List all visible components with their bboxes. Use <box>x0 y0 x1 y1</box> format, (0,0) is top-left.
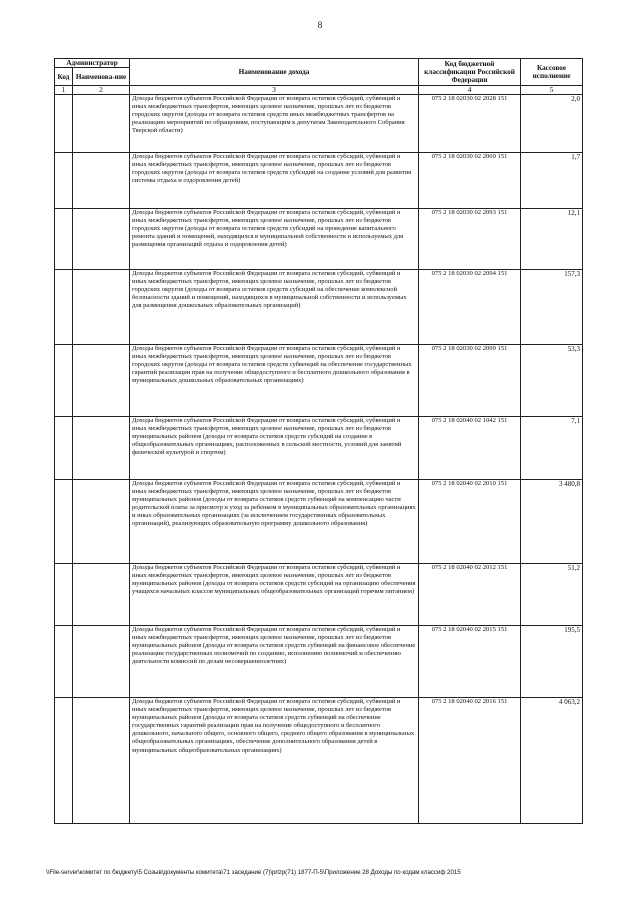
admin-name-cell <box>73 209 130 270</box>
column-number: 5 <box>521 86 583 95</box>
admin-name-cell <box>73 345 130 417</box>
income-description: Доходы бюджетов субъектов Российской Федерации от возврата остатков субсидий, субвенций и иных межбюджетных трансфертов, имеющих целевое назначение, прошлых лет из бюджетов городских округов (доходы от возврата остатков средств субсидий на обеспечение комплексной безопасности зданий и помещений, находящихся в муниципальной собственности и используемых для размещения дошкольных образовательных организаций) <box>130 270 419 345</box>
income-description: Доходы бюджетов субъектов Российской Федерации от возврата остатков субсидий, субвенций и иных межбюджетных трансфертов, имеющих целевое назначение, прошлых лет из бюджетов городских округов (доходы от возврата остатков средств субсидий на проведение капитального ремонта зданий и помещений, находящихся в муниципальной собственности и используемых для размещения организаций отдыха и оздоровления детей) <box>130 209 419 270</box>
admin-code-cell <box>55 626 73 698</box>
admin-name-cell <box>73 153 130 209</box>
admin-code-cell <box>55 270 73 345</box>
admin-code-cell <box>55 95 73 153</box>
income-description: Доходы бюджетов субъектов Российской Федерации от возврата остатков субсидий, субвенций и иных межбюджетных трансфертов, имеющих целевое назначение, прошлых лет из бюджетов муниципальных районов (доходы от возврата остатков средств субсидий на создание в общеобразовательных организациях, расположенных в сельской местности, условий для занятий физической культурой и спортом) <box>130 417 419 480</box>
budget-code: 075 2 18 02040 02 1042 151 <box>419 417 521 480</box>
budget-code: 075 2 18 02040 02 2016 151 <box>419 698 521 824</box>
header-kod: Код <box>55 68 73 86</box>
admin-code-cell <box>55 345 73 417</box>
admin-name-cell <box>73 270 130 345</box>
table-row <box>55 153 583 209</box>
income-description: Доходы бюджетов субъектов Российской Федерации от возврата остатков субсидий, субвенций и иных межбюджетных трансфертов, имеющих целевое назначение, прошлых лет из бюджетов муниципальных районов (доходы от возврата остатков средств субсидий на организацию обеспечения учащихся начальных классов муниципальных общеобразовательных организаций горячим питанием) <box>130 564 419 626</box>
header-budget-code: Код бюджетной классификации Российской Федерации <box>419 59 521 86</box>
amount: 157,3 <box>521 270 583 345</box>
admin-code-cell <box>55 480 73 564</box>
table-row <box>55 417 583 480</box>
admin-code-cell <box>55 153 73 209</box>
header-naimenovanie: Наименова-ние <box>73 68 130 86</box>
income-description: Доходы бюджетов субъектов Российской Федерации от возврата остатков субсидий, субвенций и иных межбюджетных трансфертов, имеющих целевое назначение, прошлых лет из бюджетов муниципальных районов (доходы от возврата остатков средств субвенций на обеспечение государственных гарантий реализации прав на получение общедоступного и бесплатного дошкольного, начального общего, основного общего, среднего общего образования в муниципальных общеобразовательных организациях, обеспечение дополнительного образования детей в муниципальных общеобразовательных организациях) <box>130 698 419 824</box>
amount: 12,1 <box>521 209 583 270</box>
amount: 1,7 <box>521 153 583 209</box>
page-number: 8 <box>317 20 323 30</box>
admin-code-cell <box>55 698 73 824</box>
table-row <box>55 209 583 270</box>
amount: 51,2 <box>521 564 583 626</box>
budget-code: 075 2 18 02030 02 2069 151 <box>419 153 521 209</box>
amount: 3 480,8 <box>521 480 583 564</box>
column-number: 4 <box>419 86 521 95</box>
income-description: Доходы бюджетов субъектов Российской Федерации от возврата остатков субсидий, субвенций и иных межбюджетных трансфертов, имеющих целевое назначение, прошлых лет из бюджетов муниципальных районов (доходы от возврата остатков средств субвенций на финансовое обеспечение реализации государственных полномочий по созданию, исполнению полномочий и обеспечению деятельности комиссий по делам несовершеннолетних) <box>130 626 419 698</box>
income-table <box>54 58 583 824</box>
admin-name-cell <box>73 417 130 480</box>
amount: 7,1 <box>521 417 583 480</box>
header-cash-execution: Кассовое исполнение <box>521 59 583 86</box>
amount: 195,5 <box>521 626 583 698</box>
budget-code: 075 2 18 02030 02 2093 151 <box>419 209 521 270</box>
budget-code: 075 2 18 02040 02 2010 151 <box>419 480 521 564</box>
table-row <box>55 480 583 564</box>
table-row <box>55 345 583 417</box>
admin-name-cell <box>73 698 130 824</box>
admin-name-cell <box>73 626 130 698</box>
table-row <box>55 698 583 824</box>
footer-file-path: \\File-server\комитет по бюджету\5 Созыв\документы комитета\71 заседание (7)\prlzp(71) 1877-П-5\Приложение 28 Доходы по кодам классиф 2015 <box>46 869 461 876</box>
admin-name-cell <box>73 564 130 626</box>
admin-code-cell <box>55 417 73 480</box>
admin-code-cell <box>55 209 73 270</box>
budget-code: 075 2 18 02030 02 2099 151 <box>419 345 521 417</box>
admin-name-cell <box>73 480 130 564</box>
budget-code: 075 2 18 02030 02 2094 151 <box>419 270 521 345</box>
budget-code: 075 2 18 02030 02 2028 151 <box>419 95 521 153</box>
header-income-name: Наименование дохода <box>130 59 419 86</box>
budget-code: 075 2 18 02040 02 2012 151 <box>419 564 521 626</box>
budget-code: 075 2 18 02040 02 2015 151 <box>419 626 521 698</box>
header-administrator: Администратор <box>55 59 130 68</box>
income-description: Доходы бюджетов субъектов Российской Федерации от возврата остатков субсидий, субвенций и иных межбюджетных трансфертов, имеющих целевое назначение, прошлых лет из бюджетов городских округов (доходы от возврата остатков средств субвенций на обеспечение государственных гарантий реализации прав на получение общедоступного и бесплатного дошкольного образования в муниципальных дошкольных образовательных организациях) <box>130 345 419 417</box>
column-number: 3 <box>130 86 419 95</box>
amount: 53,3 <box>521 345 583 417</box>
income-description: Доходы бюджетов субъектов Российской Федерации от возврата остатков субсидий, субвенций и иных межбюджетных трансфертов, имеющих целевое назначение, прошлых лет из бюджетов городских округов (доходы от возврата остатков средств субсидий на создание условий для развития системы отдыха и оздоровления детей) <box>130 153 419 209</box>
table-row <box>55 626 583 698</box>
income-description: Доходы бюджетов субъектов Российской Федерации от возврата остатков субсидий, субвенций и иных межбюджетных трансфертов, имеющих целевое назначение, прошлых лет из бюджетов муниципальных районов (доходы от возврата остатков средств субвенций на компенсацию части родительской платы за присмотр и уход за ребенком в муниципальных образовательных организациях и иных образовательных организациях (за исключением государственных образовательных организаций), реализующих образовательную программу дошкольного образования) <box>130 480 419 564</box>
amount: 2,0 <box>521 95 583 153</box>
admin-code-cell <box>55 564 73 626</box>
amount: 4 063,2 <box>521 698 583 824</box>
table-row <box>55 564 583 626</box>
table-row <box>55 270 583 345</box>
column-number: 1 <box>55 86 73 95</box>
column-number: 2 <box>73 86 130 95</box>
income-description: Доходы бюджетов субъектов Российской Федерации от возврата остатков субсидий, субвенций и иных межбюджетных трансфертов, имеющих целевое назначение, прошлых лет из бюджетов городских округов (доходы от возврата остатков средств иных межбюджетных трансфертов на реализацию мероприятий по обращениям, поступающим к депутатам Законодательного Собрания Тверской области) <box>130 95 419 153</box>
admin-name-cell <box>73 95 130 153</box>
table-row <box>55 95 583 153</box>
